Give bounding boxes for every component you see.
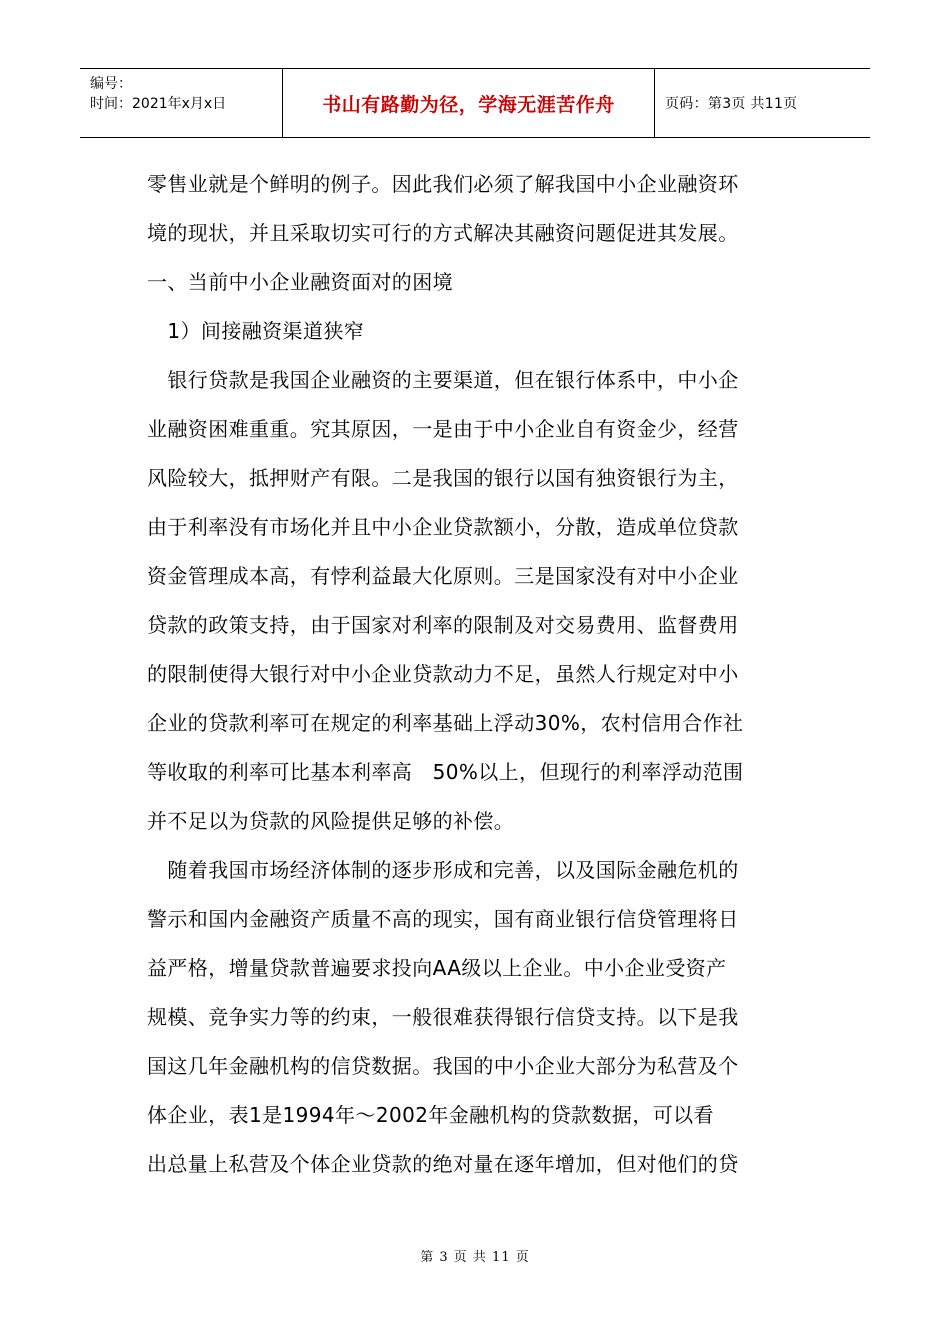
body-line: 体企业，表1是1994年～2002年金融机构的贷款数据，可以看 (147, 1103, 714, 1127)
body-line: 等收取的利率可比基本利率高 50%以上，但现行的利率浮动范围 (147, 760, 744, 784)
header-motto: 书山有路勤为径，学海无涯苦作舟 (322, 93, 615, 116)
header-motto-cell (283, 69, 655, 137)
body-line: 贷款的政策支持，由于国家对利率的限制及对交易费用、监督费用 (147, 613, 739, 637)
footer-page-number: 第 3 页 共 11 页 (420, 1250, 530, 1265)
body-line: 规模、竞争实力等的约束，一般很难获得银行信贷支持。以下是我 (147, 1005, 739, 1029)
body-line: 的限制使得大银行对中小企业贷款动力不足，虽然人行规定对中小 (147, 662, 739, 686)
body-line: 银行贷款是我国企业融资的主要渠道，但在银行体系中，中小企 (147, 368, 739, 392)
body-line: 益严格，增量贷款普遍要求投向AA级以上企业。中小企业受资产 (147, 956, 727, 980)
page-header (80, 68, 870, 138)
body-line: 随着我国市场经济体制的逐步形成和完善，以及国际金融危机的 (147, 858, 739, 882)
document-body (147, 160, 807, 1189)
section-heading: 一、当前中小企业融资面对的困境 (147, 270, 453, 294)
body-line: 企业的贷款利率可在规定的利率基础上浮动30%，农村信用合作社 (147, 711, 744, 735)
document-number-label: 编号： (90, 76, 132, 92)
header-meta-cell (80, 69, 283, 137)
body-line: 风险较大，抵押财产有限。二是我国的银行以国有独资银行为主， (147, 466, 739, 490)
body-line: 资金管理成本高，有悖利益最大化原则。三是国家没有对中小企业 (147, 564, 739, 588)
document-time-label: 时间：2021年x月x日 (90, 96, 227, 112)
body-line: 国这几年金融机构的信贷数据。我国的中小企业大部分为私营及个 (147, 1054, 739, 1078)
body-line: 境的现状，并且采取切实可行的方式解决其融资问题促进其发展。 (147, 221, 739, 245)
body-line: 零售业就是个鲜明的例子。因此我们必须了解我国中小企业融资环 (147, 172, 739, 196)
header-page-info: 页码：第3页 共11页 (665, 96, 798, 112)
subsection-heading: 1）间接融资渠道狭窄 (147, 319, 365, 343)
body-line: 业融资困难重重。究其原因，一是由于中小企业自有资金少，经营 (147, 417, 739, 441)
page-footer (0, 1246, 950, 1265)
body-line: 由于利率没有市场化并且中小企业贷款额小，分散，造成单位贷款 (147, 515, 739, 539)
header-page-cell (655, 69, 870, 137)
body-line: 警示和国内金融资产质量不高的现实，国有商业银行信贷管理将日 (147, 907, 739, 931)
body-line: 并不足以为贷款的风险提供足够的补偿。 (147, 809, 515, 833)
body-line: 出总量上私营及个体企业贷款的绝对量在逐年增加，但对他们的贷 (147, 1152, 739, 1176)
